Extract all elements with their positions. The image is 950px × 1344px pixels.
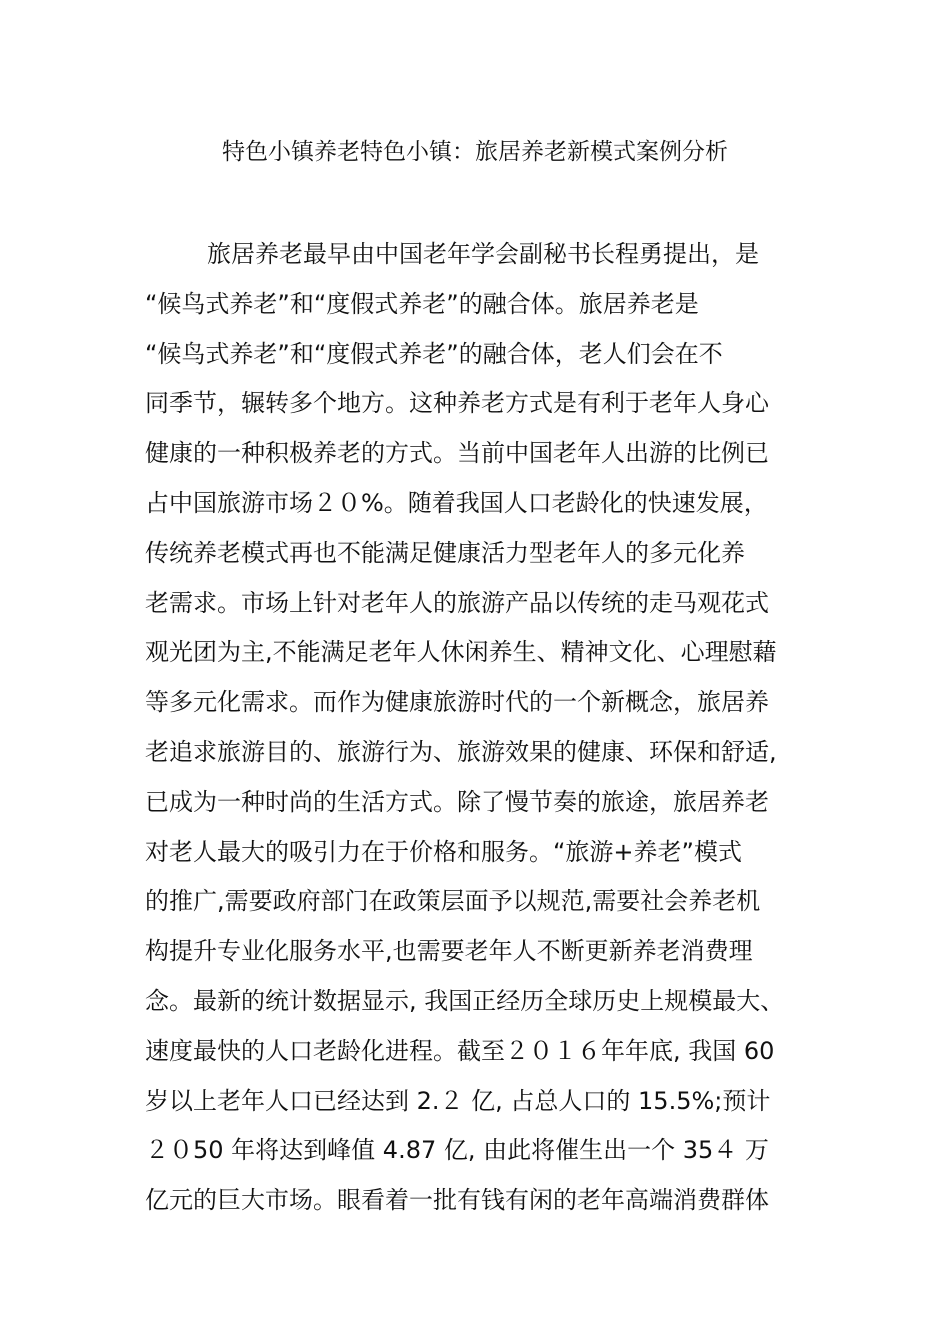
text-line: “候鸟式养老”和“度假式养老”的融合体。旅居养老是 bbox=[145, 289, 699, 318]
text-line: 的推广,需要政府部门在政策层面予以规范,需要社会养老机 bbox=[145, 887, 761, 916]
text-line: 旅居养老最早由中国老年学会副秘书长程勇提出，是 bbox=[207, 240, 759, 268]
text-line: 占中国旅游市场２０%。随着我国人口老龄化的快速发展， bbox=[145, 488, 768, 517]
document-title: 特色小镇养老特色小镇：旅居养老新模式案例分析 bbox=[222, 139, 728, 165]
text-line: 老追求旅游目的、旅游行为、旅游效果的健康、环保和舒适, bbox=[145, 737, 777, 766]
text-line: 等多元化需求。而作为健康旅游时代的一个新概念，旅居养 bbox=[145, 688, 769, 717]
text-line: 已成为一种时尚的生活方式。除了慢节奏的旅途，旅居养老 bbox=[145, 787, 769, 816]
text-line: 亿元的巨大市场。眼看着一批有钱有闲的老年高端消费群体 bbox=[145, 1186, 769, 1215]
text-line: 构提升专业化服务水平,也需要老年人不断更新养老消费理 bbox=[145, 937, 753, 966]
text-line: 对老人最大的吸引力在于价格和服务。“旅游+养老”模式 bbox=[145, 837, 742, 866]
text-line: 观光团为主,不能满足老年人休闲养生、精神文化、心理慰藉 bbox=[145, 638, 777, 667]
body-paragraph bbox=[145, 230, 815, 1226]
text-line: 传统养老模式再也不能满足健康活力型老年人的多元化养 bbox=[145, 538, 745, 567]
text-line: 速度最快的人口老龄化进程。截至２０１６年年底, 我国 60 bbox=[145, 1036, 775, 1065]
text-line: 岁以上老年人口已经达到 2.２ 亿, 占总人口的 15.5%;预计 bbox=[145, 1086, 771, 1115]
text-line: 念。最新的统计数据显示, 我国正经历全球历史上规模最大、 bbox=[145, 986, 785, 1015]
text-line: 同季节，辗转多个地方。这种养老方式是有利于老年人身心 bbox=[145, 389, 769, 418]
text-line: ２０50 年将达到峰值 4.87 亿, 由此将催生出一个 35４ 万 bbox=[145, 1136, 769, 1165]
text-line: 健康的一种积极养老的方式。当前中国老年人出游的比例已 bbox=[145, 439, 769, 468]
text-line: 老需求。市场上针对老年人的旅游产品以传统的走马观花式 bbox=[145, 588, 769, 617]
text-line: “候鸟式养老”和“度假式养老”的融合体，老人们会在不 bbox=[145, 339, 723, 368]
